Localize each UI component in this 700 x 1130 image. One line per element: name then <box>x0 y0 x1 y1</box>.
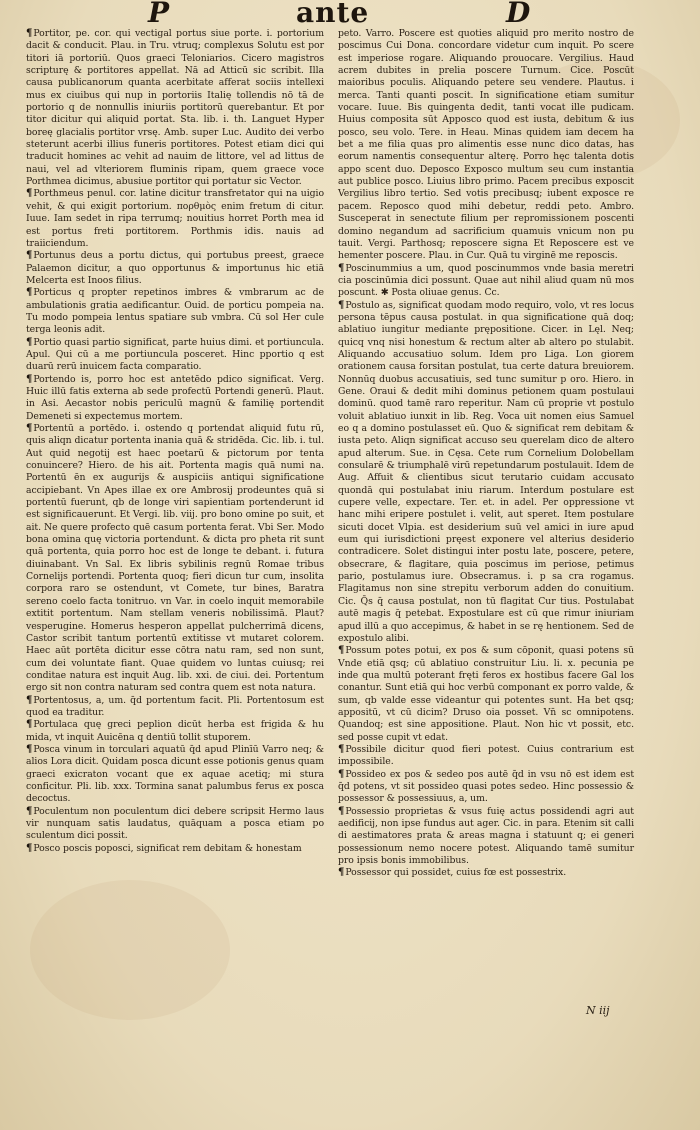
signature-mark: N iij <box>586 1004 610 1017</box>
pilcrow-icon: ¶ <box>26 188 33 200</box>
entry-text: Portentū a portēdo. i. ostendo q portendat aliquid futu rū, quis aliqn dicatur portenta inania quā & stridēda. Cic. lib. i. tul. Aut quid negotij est haec poetarū & pictorum por tenta conuincere? Hiero. de his ait. Portenta magis quā numi na. Portentū ēn ex augurijs & auspiciis antiqui significatione accipiebant. Vn Apes illae ex ore Ambrosij prodeuntes quā si portentū fuerunt, qb de longe viri sapientiam portenderunt id est significauerunt. Et Vergi. lib. viij. pro bono omine po suit, et ait. Ne quere profecto quē casum portenta ferat. Vbi Ser. Modo bona omina quę victoria portendunt. & dicta pro pheta rit sunt quā portenta, quia porro hoc est de longe te debant. i. futura diuinabant. Vn Sal. Ex libris sybilinis regnū Romae tribus Cornelijs portendi. Portenta quoq; fieri dicun tur cum, insolita corpora raro se ostendunt, vt Comete, tur bines, Baratra sereno coelo facta tonitruo. vn Var. in coelo inquit memorabile extitit portentum. Nam stellam veneris nobilissimā. Plaut? vesperugine. Homerus hesperon appellat pulcherrimā dicens, Castor scribit tantum portentū extitisse vt mutaret colorem. Haec aūt portēta dicitur esse cōtra natu ram, sed non sunt, cum dei voluntate fiant. Quae quidem vo luntas cuiusq; rei conditae natura est inquit Aug. lib. xxi. de ciui. dei. Portentum ergo sit non contra naturam sed contra quem est nota natura. <box>26 423 324 694</box>
entry-text: Poscinummius a um, quod poscinummos vnde basia meretri cia poscinūmia dici possunt. Quae aut nihil aliud quam nū mos poscunt. ✱ Posta oliuae genus. Cc. <box>338 262 634 299</box>
entry-text: Possum potes potui, ex pos & sum cōponit, quasi potens sū Vnde etiā qsq; cū ablatiuo construitur Liu. li. x. pecunia pe inde qua multū poterant fręti feros ex hostibus facere Gal los conantur. Sunt etiā qui hoc verbū componant ex porro valde, & sum, qb valde esse videantur qui potentes sunt. Ha bet qsq; appositū, vt cū dicim? Druso oia posset. Vn̄ sc omnipotens. Quandoq; est sine appositione. Plaut. Non hic vt possit, etc. sed posse cupit vt edat. <box>338 645 634 743</box>
paper-stain <box>30 880 230 1020</box>
entry-text: Portio quasi partio significat, parte huius dimi. et portiuncula. Apul. Qui cū a me portiuncula posceret. Hinc pportio q est duarū rerū inuicem facta comparatio. <box>26 336 324 373</box>
entry-paragraph <box>26 337 324 374</box>
entry-text: Possibile dicitur quod fieri potest. Cuius contrarium est impossibile. <box>338 743 634 768</box>
pilcrow-icon: ¶ <box>26 694 33 706</box>
pilcrow-icon: ¶ <box>26 287 33 299</box>
entry-text: Portunus deus a portu dictus, qui portubus preest, graece Palaemon dicitur, a quo opportunus & importunus hic etiā Melcerta est Inoos filius. <box>26 250 324 286</box>
entry-text: Posco poscis poposci, significat rem debitam & honestam <box>33 842 302 854</box>
left-column <box>26 28 324 855</box>
entry-paragraph <box>26 423 324 695</box>
pilcrow-icon: ¶ <box>338 645 345 657</box>
pilcrow-icon: ¶ <box>26 842 33 854</box>
entry-paragraph <box>338 867 634 879</box>
pilcrow-icon: ¶ <box>338 867 345 879</box>
entry-paragraph <box>26 287 324 336</box>
entry-paragraph <box>26 695 324 720</box>
pilcrow-icon: ¶ <box>26 373 33 385</box>
pilcrow-icon: ¶ <box>338 768 345 780</box>
pilcrow-icon: ¶ <box>26 250 33 262</box>
entry-text: Porthmeus penul. cor. latine dicitur transfretator qui na uigio vehit, & qui exigit portorium. πορθμὸς enim fretum di citur. Iuue. Iam sedet in ripa terrumq; nouitius horret Porth mea id est portus freti portitorem. Porthmis idis. nauis ad traiiciendum. <box>26 188 324 249</box>
entry-paragraph <box>26 188 324 250</box>
pilcrow-icon: ¶ <box>338 805 345 817</box>
entry-text: Poculentum non poculentum dici debere scripsit Hermo laus vir nunquam satis laudatus, quāquam a posca etiam po sculentum dici possit. <box>26 805 324 842</box>
pilcrow-icon: ¶ <box>26 336 33 348</box>
entry-text: Postulo as, significat quodam modo requiro, volo, vt res locus persona tēpus causa postulat. in qua significatione quā doq; ablatiuo iungitur mediante prępositione. Cicer. in Lęl. Neq; quicq vnq nisi honestum & rectum alter ab altero po stulabit. Aliquando accusatiuo solum. Idem pro Liga. Lon giorem orationem causa forsitan postulat, tua certe datura breuiorem. Nonnūq duobus accusatiuis, sed tunc sumitur p oro. Hiero. in Gene. Oraui & dedit mihi dominus petionem quam postulaui dominū. quod tamē raro reperitur. Nam cū proprie vt postulo voluit ablatiuo iunxit in lib. Reg. Voca uit nomen eius Samuel eo q a domino postulasset eū. Quo & significat rem debitam & iusta peto. Aliqn significat accuso seu querelam dico de altero apud alterum. Sue. in Cęsa. Cete rum Cornelium Dolobellam consularē & triumphalē virū repetundarum postulauit. Idem de Aug. Affuit & clientibus sicut terutario cuidam accusato quondā qui postulabat iniu riarum. Interdum postulare est cupere velle, expectare. Ter. et. in adel. Per oppressione vt hanc mihi eripere postulet i. velit, aut speret. Item postulare sicuti docet Vlpia. est desiderium suū vel amici in iure apud eum qui iurisdictioni pręest exponere vel alterius desiderio contradicere. Solet distingui inter postu late, poscere, petere, obsecrare, & flagitare, quia poscimus im periose, petimus pario, postulamus iure. Obsecramus. i. p sa cra rogamus. Flagitamus non sine strepitu verborum adden do conuitium. Cic. Q̄s q̄ causa postulat, non tū flagitat Cur tius. Postulabat autē magis q̄ petebat. Expostulare est cū que rimur iniuriam apud illū a quo accepimus, & habet in se rę hentionem. Sed de expostulo alibi. <box>338 299 635 644</box>
pilcrow-icon: ¶ <box>26 805 33 817</box>
pilcrow-icon: ¶ <box>26 28 33 39</box>
entry-paragraph <box>338 300 634 646</box>
entry-text: Possessor qui possidet, cuius fœ est possestrix. <box>345 867 567 879</box>
entry-paragraph <box>338 769 634 806</box>
entry-paragraph <box>26 250 324 287</box>
entry-text: Possessio proprietas & vsus fuię actus possidendi agri aut aedificij, non ipse fundus aut ager. Cic. in para. Etenim sit calli di aestimatores prata & areas magna i statuunt q; ei generi possessionum nemo nocere potest. Aliquando tamē sumitur pro ipsis bonis immobilibus. <box>338 805 634 867</box>
pilcrow-icon: ¶ <box>26 743 33 755</box>
entry-paragraph <box>26 719 324 744</box>
header-letter-right: D <box>506 0 532 29</box>
entry-text: Portitor, pe. cor. qui vectigal portus siue porte. i. portorium dacit & conducit. Plau. in Tru. vtruq; complexus Solutu est por titori iā portoriū. Quos graeci Teloniarios. Cicero magistros scripturę & portitores appellat. Nā ad Atticū sic scribit. Illa causa publicanorum quanta acerbitate afferat sociis intellexi mus ex ciuibus qui nup in portoriis Italię tollendis nō tā de portorio q de nonnullis iniuriis portitorū querebantur. Et por titor dicitur qui aliquid portat. Sta. lib. i. th. Languet Hyper boreę glacialis portitor vrsę. Amb. super Luc. Audito dei verbo steterunt acerbi illius funeris portitores. Potest etiam dici qui traducit homines ac vehit ad nauim de littore, vel ad littus de naui, vel ad vlteriorem fluminis ripam, quem graece voce Porthmea dicimus, abusiue portitor qui portatur sic Vector. <box>26 28 324 188</box>
entry-text: Possideo ex pos & sedeo pos autē q̄d in vsu nō est idem est q̄d potens, vt sit possideo quasi potes sedeo. Hinc possessio & possessor & possessiuus, a, um. <box>338 768 634 805</box>
entry-text: Portendo is, porro hoc est antetēdo pdico significat. Verg. Huic illū fatis externa ab sede profectū Portendi generū. Plaut. in Asi. Aecastor nobis periculū magnū & familię portendit Demeneti si expectemus mortem. <box>26 373 324 422</box>
entry-paragraph <box>338 28 634 263</box>
header-word: ante <box>296 0 370 29</box>
pilcrow-icon: ¶ <box>338 743 345 755</box>
entry-text: Portentosus, a, um. q̄d portentum facit. Pli. Portentosum est quod ea traditur. <box>26 694 324 718</box>
entry-paragraph <box>338 645 634 744</box>
entry-text: Porticus q propter repetinos imbres & vmbrarum ac de ambulationis gratia aedificantur. Ouid. de porticu pompeia na. Tu modo pompeia lentus spatiare sub vmbra. Cū sol Her cule terga leonis adit. <box>26 287 324 336</box>
entry-paragraph <box>338 263 634 300</box>
pilcrow-icon: ¶ <box>26 719 33 731</box>
entry-paragraph <box>26 806 324 843</box>
entry-paragraph <box>338 806 634 868</box>
right-column <box>338 28 634 880</box>
pilcrow-icon: ¶ <box>338 262 345 274</box>
entry-paragraph <box>338 744 634 769</box>
pilcrow-icon: ¶ <box>338 299 345 311</box>
header-letter-left: P <box>148 0 171 29</box>
running-header <box>0 0 700 29</box>
entry-paragraph <box>26 843 324 855</box>
entry-text: peto. Varro. Poscere est quoties aliquid pro merito nostro de poscimus Cui Dona. concordare videtur cum inquit. Po scere est imperiose rogare. Aliquando prouocare. Vergilius. Haud acrem dubites in prelia poscere Turnum. Cice. Poscūt maioribus poculis. Aliquando petere seu vendere. Plautus. i merca. Tanti quanti poscit. In significatione etiam sumitur vocare. Iuue. Bis quingenta dedit, tanti vocat ille pudicam. Huius composita sūt Apposco quod est iusta, debitum & ius posco, seu volo. Tere. in Heau. Minas quidem iam decem ha bet a me filia quas pro alimentis esse nunc dico datas, has eorum namentis consequentur alterę. Porro hęc talenta dotis appo scent duo. Deposco Exposco multum seu cum instantia aut publice posco. Liuius libro primo. Pacem precibus exposcit Vergilius libro tertio. Sed votis precibusq; iubent exposce re pacem. Reposco quod mihi debetur, reddi peto. Ambro. Susceperat in senectute filium per repromissionem poscenti domino negandum ad sacrificium quamuis vnicum non pu tauit. Vergi. Parthosq; reposcere signa Et Reposcere est ve hementer poscere. Plau. in Cur. Quā tu virginē me reposcis. <box>338 28 634 262</box>
entry-paragraph <box>26 374 324 423</box>
entry-text: Posca vinum in torculari aquatū q̄d apud Plinīū Varro neq; & alios Lora dicit. Quidam posca dicunt esse potionis genus quam graeci exicraton vocant que ex aquae acetiq; mi stura conficitur. Pli. lib. xxx. Tormina sanat palumbus ferus ex posca decoctus. <box>26 743 324 805</box>
entry-paragraph <box>26 744 324 806</box>
entry-text: Portulaca quę greci peplion dicūt herba est frigida & hu mida, vt inquit Auicēna q dentiū tollit stuporem. <box>26 719 324 743</box>
entry-paragraph <box>26 28 324 188</box>
pilcrow-icon: ¶ <box>26 423 33 434</box>
